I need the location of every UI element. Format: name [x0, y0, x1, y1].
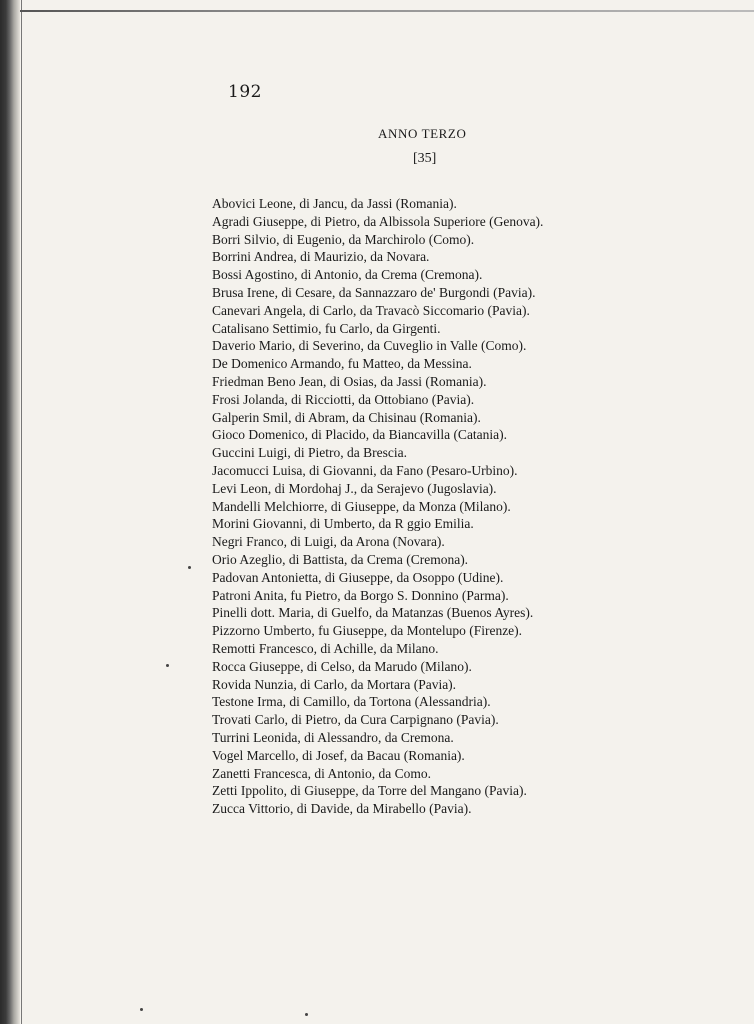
list-item: Jacomucci Luisa, di Giovanni, da Fano (Pesaro-Urbino). — [212, 462, 518, 478]
list-item: Levi Leon, di Mordohaj J., da Serajevo (Jugoslavia). — [212, 480, 497, 496]
page-number: 192 — [228, 82, 262, 102]
list-item: Friedman Beno Jean, di Osias, da Jassi (Romania). — [212, 373, 487, 389]
list-item: Frosi Jolanda, di Ricciotti, da Ottobiano (Pavia). — [212, 391, 475, 407]
list-item: Zucca Vittorio, di Davide, da Mirabello (Pavia). — [212, 801, 472, 817]
list-item: Zanetti Francesca, di Antonio, da Como. — [212, 765, 431, 781]
scan-speck — [188, 566, 191, 569]
list-item: Pinelli dott. Maria, di Guelfo, da Matanzas (Buenos Ayres). — [212, 605, 534, 621]
list-item: Trovati Carlo, di Pietro, da Cura Carpignano (Pavia). — [212, 712, 499, 728]
list-item: Orio Azeglio, di Battista, da Crema (Cremona). — [212, 551, 469, 567]
list-item: Negri Franco, di Luigi, da Arona (Novara). — [212, 534, 445, 550]
section-title: ANNO TERZO — [378, 126, 467, 141]
list-item: De Domenico Armando, fu Matteo, da Messina. — [212, 356, 472, 372]
scan-speck — [305, 1013, 308, 1016]
section-number: [35] — [413, 151, 437, 166]
list-item: Pizzorno Umberto, fu Giuseppe, da Montelupo (Firenze). — [212, 623, 523, 639]
list-item: Borri Silvio, di Eugenio, da Marchirolo (Como). — [212, 231, 475, 247]
list-item: Remotti Francesco, di Achille, da Milano. — [212, 640, 439, 656]
list-item: Gioco Domenico, di Placido, da Biancavilla (Catania). — [212, 427, 508, 443]
list-item: Testone Irma, di Camillo, da Tortona (Alessandria). — [212, 694, 491, 710]
list-item: Rocca Giuseppe, di Celso, da Marudo (Milano). — [212, 658, 472, 674]
list-item: Canevari Angela, di Carlo, da Travacò Siccomario (Pavia). — [212, 302, 530, 318]
list-item: Mandelli Melchiorre, di Giuseppe, da Monza (Milano). — [212, 498, 511, 514]
list-item: Zetti Ippolito, di Giuseppe, da Torre del Mangano (Pavia). — [212, 783, 527, 799]
list-item: Turrini Leonida, di Alessandro, da Cremona. — [212, 729, 454, 745]
list-item: Agradi Giuseppe, di Pietro, da Albissola Superiore (Genova). — [212, 213, 544, 229]
binding-line — [21, 0, 22, 1024]
list-item: Bossi Agostino, di Antonio, da Crema (Cremona). — [212, 267, 483, 283]
list-item: Morini Giovanni, di Umberto, da R ggio Emilia. — [212, 516, 474, 532]
scan-speck — [140, 1008, 143, 1011]
scan-speck — [166, 664, 169, 667]
list-item: Abovici Leone, di Jancu, da Jassi (Romania). — [212, 196, 457, 211]
list-item: Catalisano Settimio, fu Carlo, da Girgenti. — [212, 320, 441, 336]
list-item: Padovan Antonietta, di Giuseppe, da Osoppo (Udine). — [212, 569, 504, 585]
list-item: Vogel Marcello, di Josef, da Bacau (Romania). — [212, 747, 465, 763]
list-item: Brusa Irene, di Cesare, da Sannazzaro de' Burgondi (Pavia). — [212, 284, 536, 300]
list-item: Rovida Nunzia, di Carlo, da Mortara (Pavia). — [212, 676, 457, 692]
list-item: Borrini Andrea, di Maurizio, da Novara. — [212, 249, 430, 265]
list-item: Guccini Luigi, di Pietro, da Brescia. — [212, 445, 407, 461]
list-item: Daverio Mario, di Severino, da Cuveglio in Valle (Como). — [212, 338, 527, 354]
student-list — [212, 195, 543, 818]
list-item: Galperin Smil, di Abram, da Chisinau (Romania). — [212, 409, 481, 425]
page-binding-edge — [0, 0, 20, 1024]
top-edge-rule — [20, 10, 754, 12]
list-item: Patroni Anita, fu Pietro, da Borgo S. Donnino (Parma). — [212, 587, 509, 603]
